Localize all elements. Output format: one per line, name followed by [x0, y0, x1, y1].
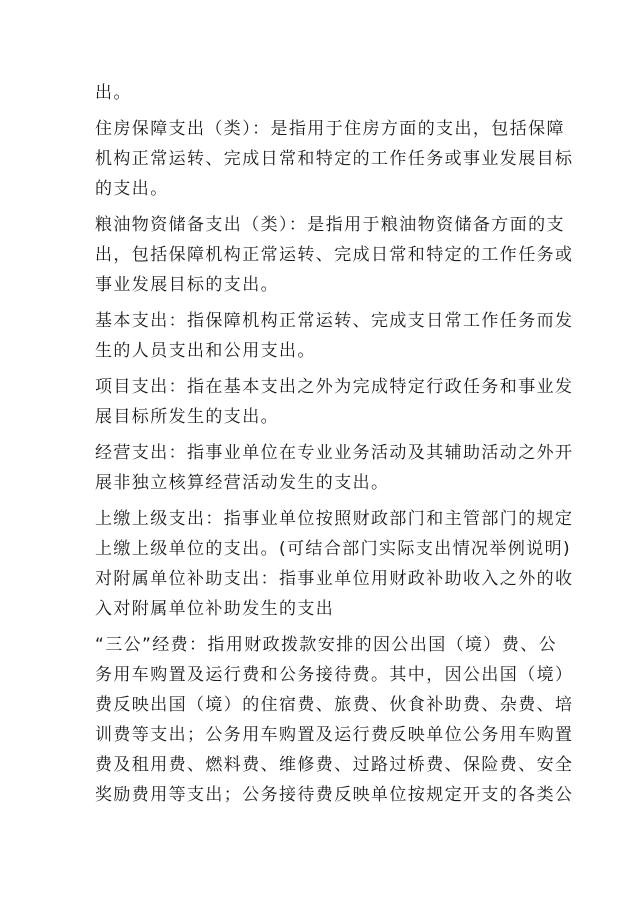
text-line: 费及租用费、燃料费、维修费、过路过桥费、保险费、安全: [95, 755, 574, 775]
text-line: 展非独立核算经营活动发生的支出。: [95, 473, 390, 493]
text-line: 生的人员支出和公用支出。: [95, 341, 316, 361]
text-line: 经营支出：指事业单位在专业业务活动及其辅助活动之外开: [95, 443, 574, 463]
text-line: 的支出。: [95, 179, 169, 199]
text-line: “三公”经费：指用财政拨款安排的因公出国（境）费、公: [95, 635, 558, 655]
text-line: 基本支出：指保障机构正常运转、完成支日常工作任务而发: [95, 311, 574, 331]
text-line: 出。: [95, 83, 132, 103]
text-line: 展目标所发生的支出。: [95, 407, 279, 427]
text-line: 奖励费用等支出；公务接待费反映单位按规定开支的各类公: [95, 785, 574, 805]
document-body: [95, 78, 574, 810]
text-line: 务用车购置及运行费和公务接待费。其中，因公出国（境）: [95, 665, 574, 685]
text-line: 项目支出：指在基本支出之外为完成特定行政任务和事业发: [95, 377, 574, 397]
text-line: 费反映出国（境）的住宿费、旅费、伙食补助费、杂费、培: [95, 695, 574, 715]
text-line: 对附属单位补助支出：指事业单位用财政补助收入之外的收: [95, 569, 574, 589]
text-line: 入对附属单位补助发生的支出: [95, 599, 335, 619]
text-line: 出，包括保障机构正常运转、完成日常和特定的工作任务或: [95, 245, 574, 265]
text-line: 上缴上级单位的支出。(可结合部门实际支出情况举例说明): [95, 539, 572, 559]
text-line: 粮油物资储备支出（类）：是指用于粮油物资储备方面的支: [95, 215, 565, 235]
text-line: 住房保障支出（类）：是指用于住房方面的支出，包括保障: [95, 119, 565, 139]
text-line: 事业发展目标的支出。: [95, 275, 279, 295]
text-line: 上缴上级支出：指事业单位按照财政部门和主管部门的规定: [95, 509, 574, 529]
text-line: 训费等支出；公务用车购置及运行费反映单位公务用车购置: [95, 725, 574, 745]
text-line: 机构正常运转、完成日常和特定的工作任务或事业发展目标: [95, 149, 574, 169]
